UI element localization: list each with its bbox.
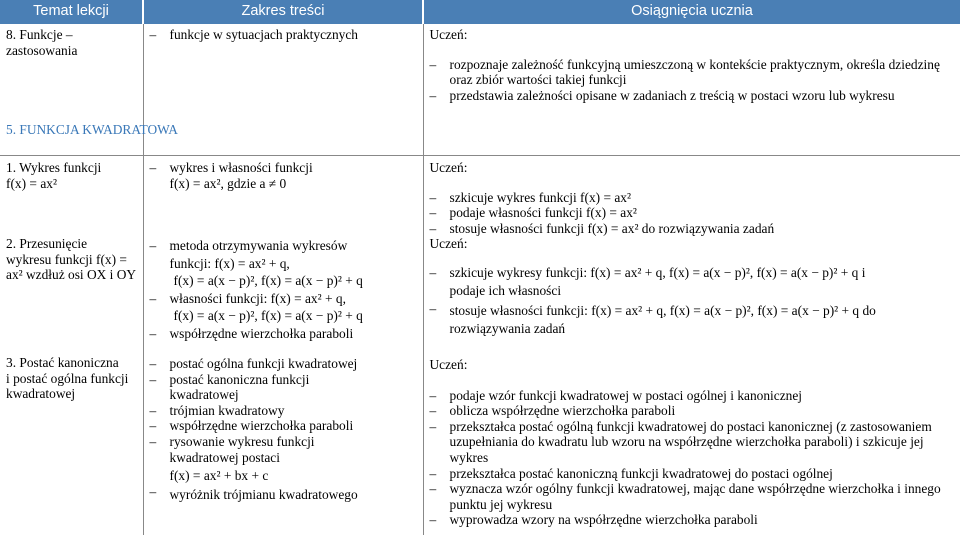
- list-item: – szkicuje wykres funkcji f(x) = ax²: [430, 190, 957, 206]
- topic-cell: [0, 156, 143, 536]
- topic-title: i postać ogólna funkcji: [6, 370, 129, 386]
- list-item: – wyprowadza wzory na współrzędne wierzchołka paraboli: [430, 512, 953, 528]
- list-item: – przedstawia zależności opisane w zadaniach z treścią w postaci wzoru lub wykresu: [430, 88, 957, 104]
- list-item: – oblicza współrzędne wierzchołka paraboli: [430, 403, 953, 419]
- topic-title: wykresu funkcji f(x) =: [6, 251, 127, 267]
- topic-title: kwadratowej: [6, 386, 76, 402]
- achievement-text: rozwiązywania zadań: [449, 320, 566, 336]
- list-item: – wyróżnik trójmianu kwadratowego: [150, 484, 419, 503]
- list-item: – postać ogólna funkcji kwadratowej: [150, 356, 419, 372]
- list-item: – przekształca postać kanoniczną funkcji kwadratowej do postaci ogólnej: [430, 466, 953, 482]
- topic-title: 2. Przesunięcie: [6, 236, 88, 251]
- list-item: – współrzędne wierzchołka paraboli: [150, 418, 419, 434]
- topic-title: 1. Wykres funkcji: [6, 160, 102, 175]
- header-row: [0, 0, 960, 24]
- topic-title: 3. Postać kanoniczna: [6, 355, 119, 370]
- scope-formula: f(x) = a(x − p)², f(x) = a(x − p)² + q: [173, 308, 363, 323]
- list-item: [150, 290, 419, 325]
- achievement-text: podaje ich własności: [449, 282, 562, 298]
- student-label: Uczeń:: [429, 357, 468, 372]
- achievements-cell: [423, 24, 960, 156]
- achievement-text: – szkicuje wykresy funkcji: f(x) = ax² + q, f(x) = a(x − p)², f(x) = a(x − p)² + q i: [449, 264, 866, 280]
- scope-formula: f(x) = ax² + bx + c: [169, 468, 269, 484]
- list-item: [150, 160, 419, 191]
- section-title: 5. FUNKCJA KWADRATOWA: [6, 122, 178, 137]
- list-item: [430, 300, 957, 338]
- header-achievements: Osiągnięcia ucznia: [423, 0, 960, 24]
- achievements-cell: [423, 156, 960, 536]
- list-item: – przekształca postać ogólną funkcji kwadratowej do postaci kanonicznej (z zastosowaniem uzupełniania do kwadratu lub wzoru na współrzędne wierzchołka paraboli) i szkicuje jej wykres: [430, 419, 953, 466]
- scope-cell: [143, 156, 423, 536]
- scope-formula: f(x) = a(x − p)², f(x) = a(x − p)² + q: [173, 273, 363, 288]
- list-item: – podaje wzór funkcji kwadratowej w postaci ogólnej i kanonicznej: [430, 388, 953, 404]
- list-item: – podaje własności funkcji f(x) = ax²: [430, 205, 957, 221]
- achievement-text: – stosuje własności funkcji: f(x) = ax² + q, f(x) = a(x − p)², f(x) = a(x − p)² + q do: [449, 302, 876, 318]
- header-topic: Temat lekcji: [0, 0, 143, 24]
- list-item: – stosuje własności funkcji f(x) = ax² do rozwiązywania zadań: [430, 221, 957, 237]
- scope-formula: funkcji: f(x) = ax² + q,: [169, 255, 290, 271]
- scope-formula: – własności funkcji: f(x) = ax² + q,: [169, 290, 346, 306]
- scope-formula: f(x) = ax², gdzie a ≠ 0: [169, 175, 287, 191]
- list-item: – funkcje w sytuacjach praktycznych: [150, 27, 419, 43]
- scope-text: – wykres i własności funkcji: [169, 160, 313, 175]
- topic-formula: f(x) = ax²: [6, 175, 57, 191]
- scope-text: kwadratowej postaci: [169, 449, 280, 465]
- list-item: – trójmian kwadratowy: [150, 403, 419, 419]
- list-item: – rozpoznaje zależność funkcyjną umieszczoną w kontekście praktycznym, określa dziedzinę oraz zbiór wartości takiej funkcji: [430, 57, 957, 88]
- list-item: [430, 264, 957, 300]
- topic-cell: [0, 24, 178, 156]
- scope-text: – metoda otrzymywania wykresów: [169, 238, 348, 253]
- student-label: Uczeń:: [429, 236, 468, 251]
- list-item: – współrzędne wierzchołka paraboli: [150, 325, 419, 343]
- list-item: [150, 434, 419, 484]
- header-scope: Zakres treści: [143, 0, 423, 24]
- list-item: [150, 372, 419, 403]
- scope-text: – postać kanoniczna funkcji: [169, 371, 310, 387]
- topic-title: ax² wzdłuż osi OX i OY: [6, 267, 137, 283]
- table-row: [0, 156, 960, 536]
- student-label: Uczeń:: [429, 160, 468, 175]
- student-label: Uczeń:: [429, 27, 468, 42]
- list-item: [150, 237, 419, 290]
- scope-text: – rysowanie wykresu funkcji: [169, 433, 315, 449]
- list-item: – wyznacza wzór ogólny funkcji kwadratowej, mając dane współrzędne wierzchołka i innego punktu jej wykresu: [430, 481, 953, 512]
- table-row: [0, 24, 960, 156]
- topic-title: 8. Funkcje – zastosowania: [6, 27, 78, 58]
- scope-text: kwadratowej: [169, 387, 239, 403]
- scope-cell: [143, 24, 423, 156]
